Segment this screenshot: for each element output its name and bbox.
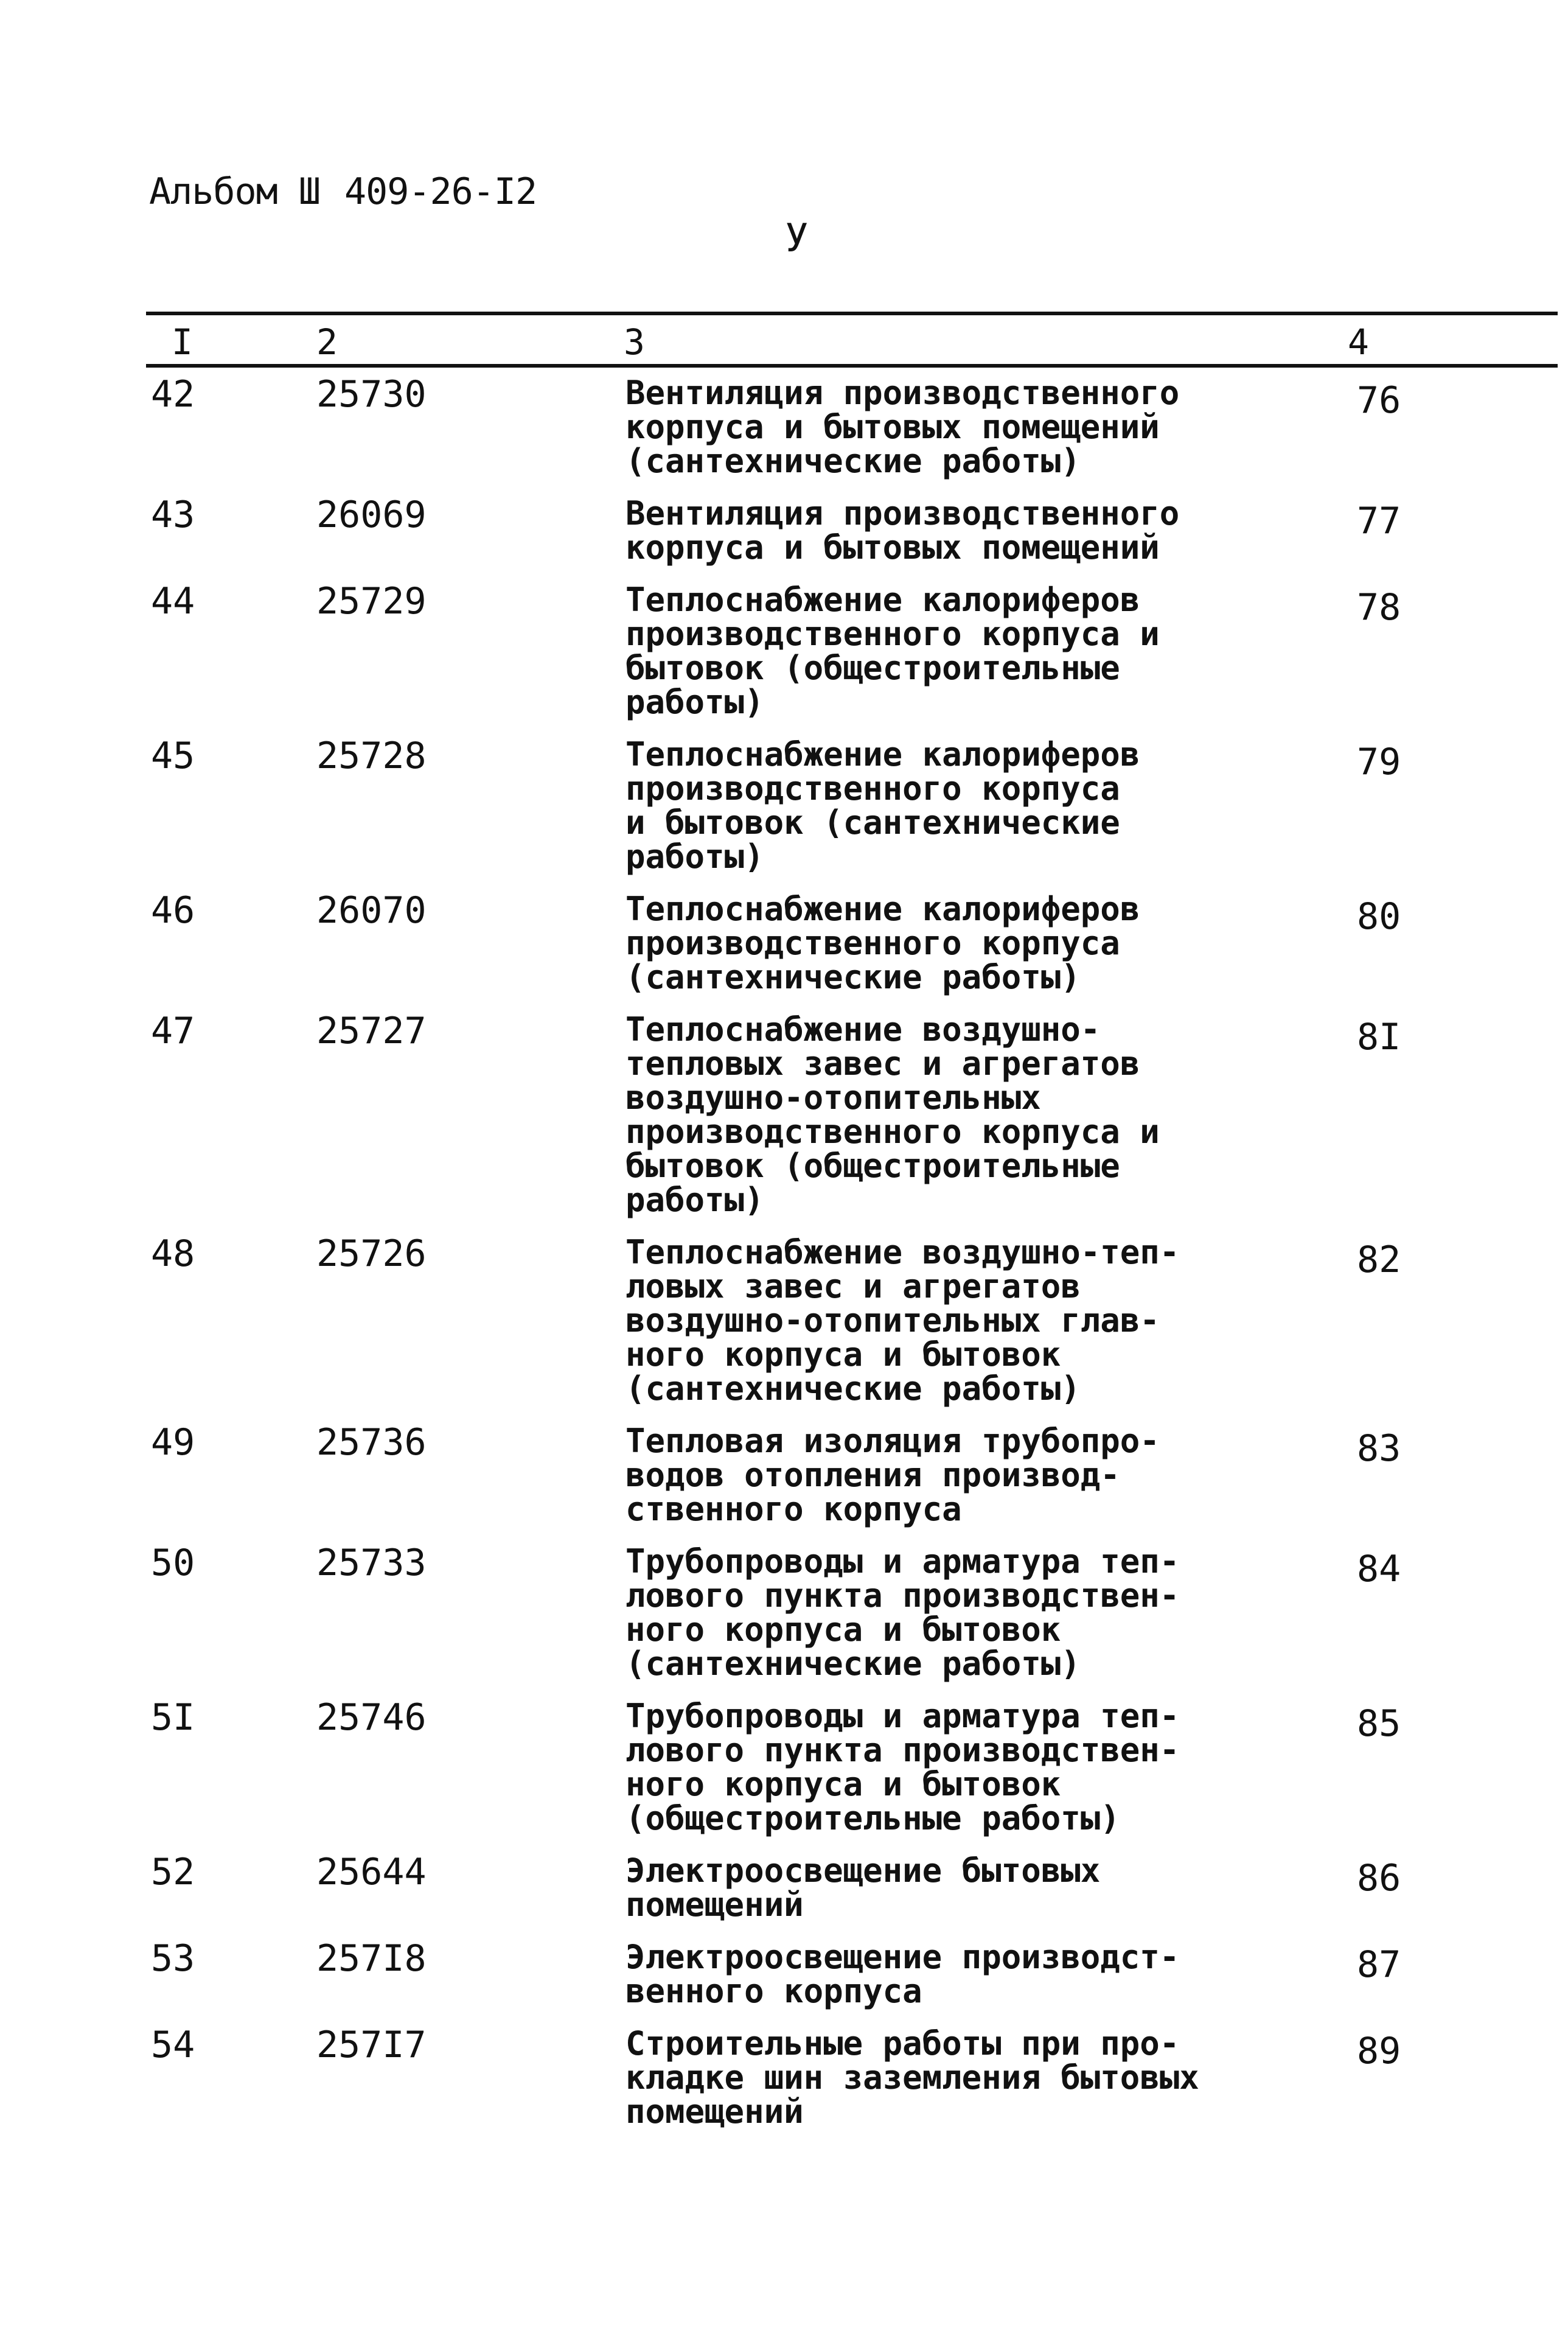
- row-title: Трубопроводы и арматура теп- лового пункта производствен- ного корпуса и бытовок (общестроительные работы): [625, 1697, 1180, 1837]
- table-row: [0, 494, 1568, 567]
- row-number: 42: [151, 373, 195, 416]
- row-page: 86: [1357, 1857, 1401, 1899]
- row-title: Тепловая изоляция трубопро- водов отопления производ- ственного корпуса: [625, 1422, 1160, 1528]
- column-header-4: 4: [1348, 321, 1369, 363]
- row-title: Теплоснабжение воздушно-теп- ловых завес и агрегатов воздушно-отопительных глав- ного корпуса и бытовок (сантехнические работы): [625, 1233, 1180, 1408]
- row-title: Электроосвещение производст- венного корпуса: [625, 1938, 1180, 2010]
- row-code: 25746: [316, 1696, 427, 1739]
- row-title: Теплоснабжение калориферов производственного корпуса (сантехнические работы): [625, 890, 1140, 996]
- row-title: Электроосвещение бытовых помещений: [625, 1851, 1101, 1924]
- row-number: 46: [151, 889, 195, 932]
- row-number: 53: [151, 1937, 195, 1980]
- row-code: 25728: [316, 735, 427, 777]
- table-row: [0, 1542, 1568, 1683]
- row-number: 52: [151, 1851, 195, 1893]
- row-page: 76: [1357, 379, 1401, 422]
- table-row: [0, 580, 1568, 721]
- page-marker: У: [785, 216, 809, 261]
- row-page: 84: [1357, 1548, 1401, 1590]
- row-number: 5I: [151, 1696, 195, 1739]
- table-row: [0, 1851, 1568, 1924]
- row-title: Вентиляция производственного корпуса и бытовых помещений: [625, 494, 1180, 567]
- row-number: 45: [151, 735, 195, 777]
- row-page: 78: [1357, 586, 1401, 629]
- row-code: 25733: [316, 1542, 427, 1584]
- column-headers: [0, 321, 1568, 363]
- row-page: 89: [1357, 2030, 1401, 2072]
- row-page: 85: [1357, 1702, 1401, 1745]
- row-number: 49: [151, 1421, 195, 1464]
- row-code: 25730: [316, 373, 427, 416]
- row-page: 87: [1357, 1943, 1401, 1986]
- table-top-rule: [146, 312, 1558, 315]
- row-code: 25644: [316, 1851, 427, 1893]
- row-code: 25736: [316, 1421, 427, 1464]
- table-row: [0, 2024, 1568, 2131]
- album-header: [149, 170, 537, 213]
- row-page: 82: [1357, 1239, 1401, 1281]
- album-code: 409-26-I2: [344, 170, 537, 213]
- table-row: [0, 1421, 1568, 1528]
- table-row: [0, 1232, 1568, 1408]
- table-row: [0, 889, 1568, 996]
- row-number: 50: [151, 1542, 195, 1584]
- row-title: Строительные работы при про- кладке шин заземления бытовых помещений: [625, 2024, 1199, 2131]
- row-title: Трубопроводы и арматура теп- лового пункта производствен- ного корпуса и бытовок (сантехнические работы): [625, 1542, 1180, 1683]
- table-body: [0, 373, 1568, 2147]
- row-page: 83: [1357, 1427, 1401, 1470]
- row-page: 8I: [1357, 1016, 1401, 1058]
- row-code: 25727: [316, 1010, 427, 1052]
- row-code: 26070: [316, 889, 427, 932]
- table-row: [0, 373, 1568, 480]
- table-row: [0, 735, 1568, 876]
- album-label: Альбом Ш: [149, 170, 320, 213]
- row-page: 77: [1357, 500, 1401, 542]
- row-title: Теплоснабжение воздушно- тепловых завес и агрегатов воздушно-отопительных производственного корпуса и бытовок (общестроительные работы): [625, 1010, 1160, 1219]
- row-number: 44: [151, 580, 195, 623]
- column-header-3: 3: [624, 321, 645, 363]
- row-number: 48: [151, 1232, 195, 1275]
- table-row: [0, 1010, 1568, 1219]
- table-row: [0, 1696, 1568, 1837]
- row-number: 43: [151, 494, 195, 536]
- row-page: 80: [1357, 895, 1401, 938]
- table-header-rule: [146, 364, 1558, 368]
- row-code: 26069: [316, 494, 427, 536]
- row-title: Вентиляция производственного корпуса и бытовых помещений (сантехнические работы): [625, 374, 1180, 480]
- column-header-1: I: [172, 321, 193, 363]
- row-number: 54: [151, 2024, 195, 2066]
- row-code: 25726: [316, 1232, 427, 1275]
- table-row: [0, 1937, 1568, 2010]
- row-title: Теплоснабжение калориферов производственного корпуса и бытовок (сантехнические работы): [625, 735, 1140, 876]
- row-page: 79: [1357, 741, 1401, 783]
- row-code: 257I7: [316, 2024, 427, 2066]
- row-code: 25729: [316, 580, 427, 623]
- column-header-2: 2: [316, 321, 338, 363]
- row-code: 257I8: [316, 1937, 427, 1980]
- row-number: 47: [151, 1010, 195, 1052]
- row-title: Теплоснабжение калориферов производственного корпуса и бытовок (общестроительные работы): [625, 581, 1160, 721]
